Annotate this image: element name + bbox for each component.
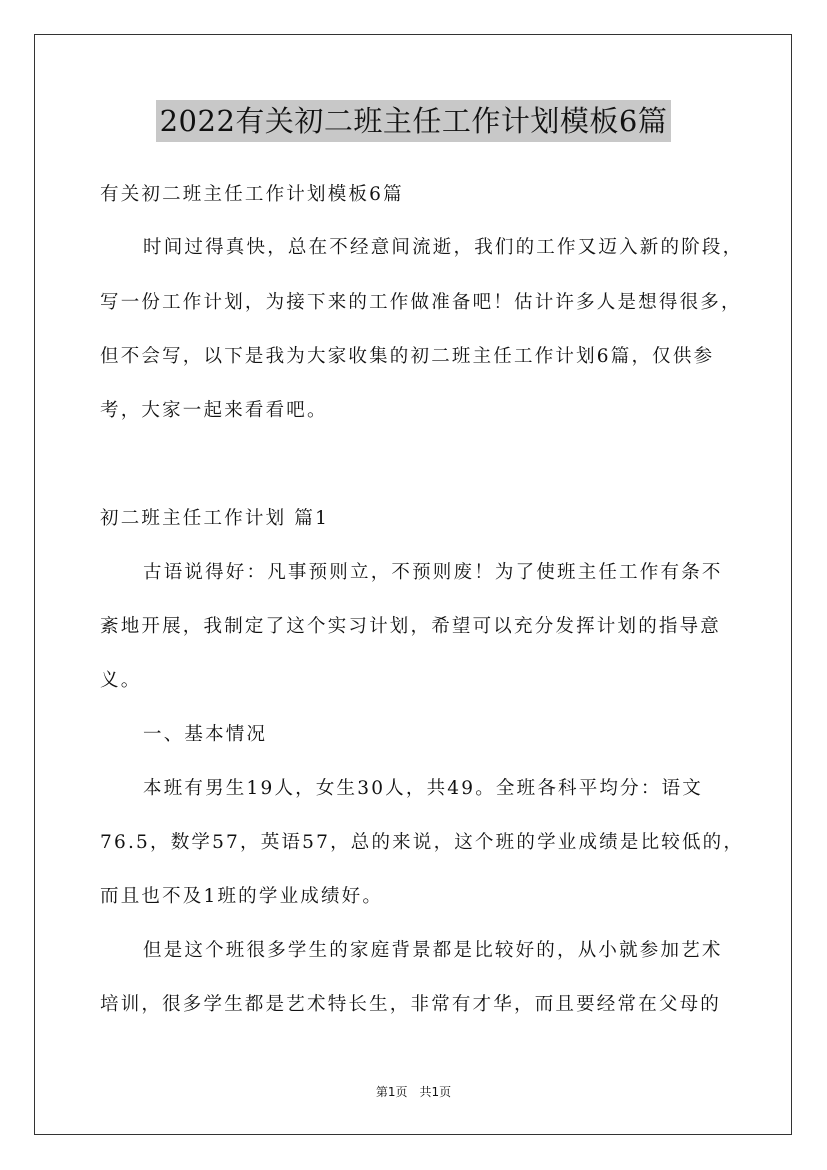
section-para3-line-2: 培训，很多学生都是艺术特长生，非常有才华，而且要经常在父母的 [100, 994, 722, 1015]
document-subtitle: 有关初二班主任工作计划模板6篇 [100, 184, 404, 205]
page-number: 第1页 [375, 1085, 408, 1099]
section-para1-line-1: 古语说得好：凡事预则立，不预则废！为了使班主任工作有条不 [143, 562, 723, 583]
page-total: 共1页 [419, 1085, 452, 1099]
section-para2-line-3: 而且也不及1班的学业成绩好。 [100, 886, 384, 907]
document-title: 2022有关初二班主任工作计划模板6篇 [156, 100, 672, 142]
section-para2-line-1: 本班有男生19人，女生30人，共49。全班各科平均分：语文 [143, 778, 703, 799]
intro-line-4: 考，大家一起来看看吧。 [100, 400, 328, 421]
section-para3-line-1: 但是这个班很多学生的家庭背景都是比较好的，从小就参加艺术 [143, 940, 723, 961]
intro-line-3: 但不会写，以下是我为大家收集的初二班主任工作计划6篇，仅供参 [100, 346, 715, 367]
subheading-basic-situation: 一、基本情况 [143, 724, 268, 745]
section-heading: 初二班主任工作计划 篇1 [100, 508, 330, 529]
intro-line-1: 时间过得真快，总在不经意间流逝，我们的工作又迈入新的阶段， [143, 237, 744, 258]
intro-line-2: 写一份工作计划，为接下来的工作做准备吧！估计许多人是想得很多， [100, 292, 742, 313]
title-container [0, 100, 827, 142]
section-para1-line-3: 义。 [100, 670, 142, 691]
page-footer [0, 1084, 827, 1100]
section-para1-line-2: 紊地开展，我制定了这个实习计划，希望可以充分发挥计划的指导意 [100, 616, 722, 637]
section-para2-line-2: 76.5，数学57，英语57，总的来说，这个班的学业成绩是比较低的， [100, 832, 745, 853]
